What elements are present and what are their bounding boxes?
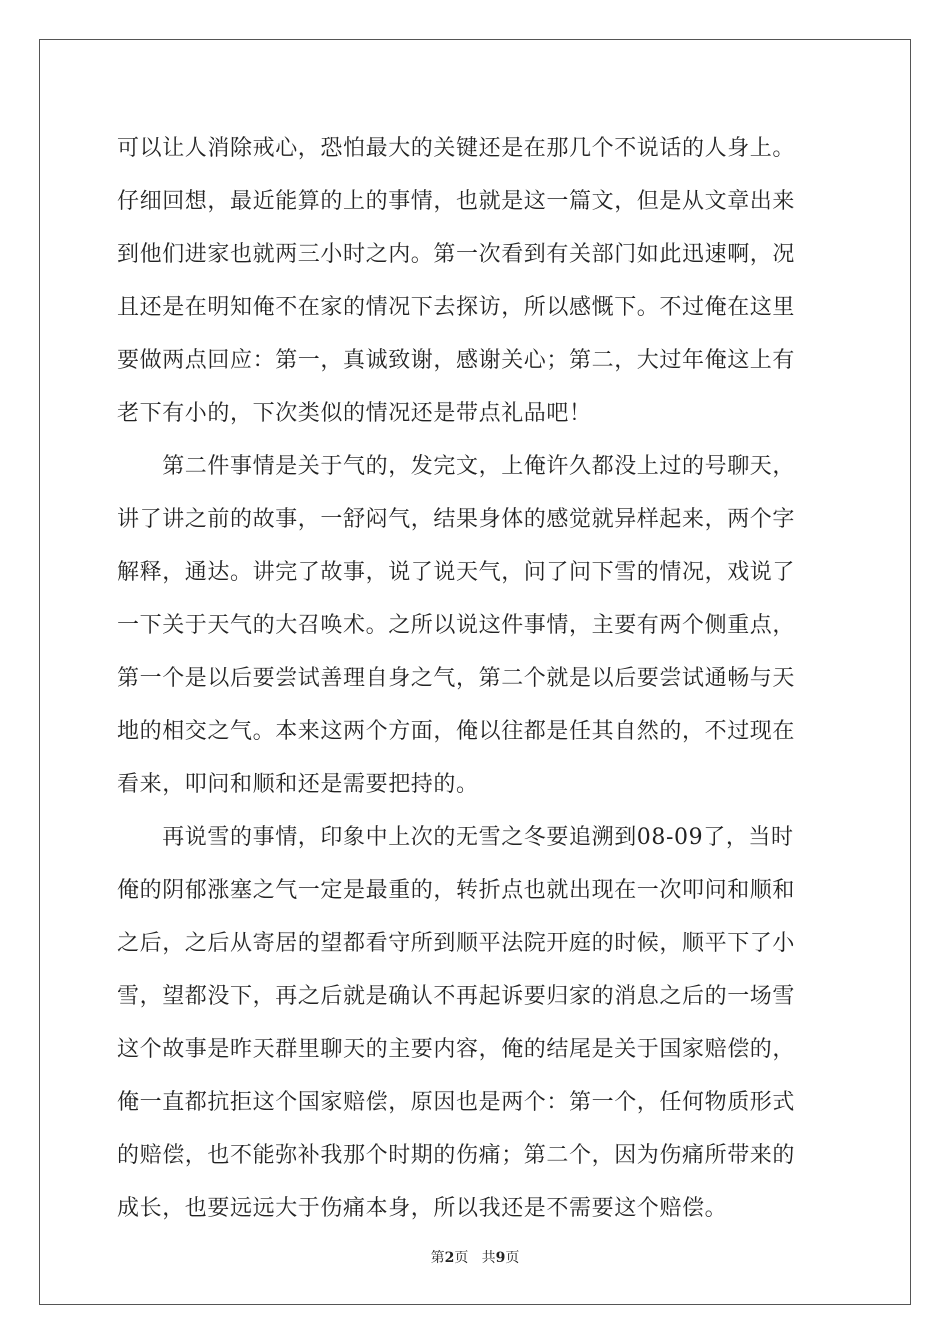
text-line: 要做两点回应：第一，真诚致谢，感谢关心；第二，大过年俺这上有 — [117, 348, 796, 373]
text-line: 俺的阴郁涨塞之气一定是最重的，转折点也就出现在一次叩问和顺和 — [117, 878, 796, 903]
text-line: 可以让人消除戒心，恐怕最大的关键还是在那几个不说话的人身上。 — [117, 136, 796, 161]
text-line: 成长，也要远远大于伤痛本身，所以我还是不需要这个赔偿。 — [117, 1196, 728, 1221]
total-label-prefix: 共 — [481, 1250, 496, 1266]
page-number: 2 — [444, 1250, 455, 1266]
text-line: 解释，通达。讲完了故事，说了说天气，问了问下雪的情况，戏说了 — [117, 560, 796, 585]
total-label-suffix: 页 — [505, 1250, 520, 1266]
text-line: 看来，叩问和顺和还是需要把持的。 — [117, 772, 479, 797]
text-line: 的赔偿，也不能弥补我那个时期的伤痛；第二个，因为伤痛所带来的 — [117, 1143, 796, 1168]
page-footer — [0, 1247, 950, 1267]
text-line: 且还是在明知俺不在家的情况下去探访，所以感慨下。不过俺在这里 — [117, 295, 796, 320]
text-line: 一下关于天气的大召唤术。之所以说这件事情，主要有两个侧重点， — [117, 613, 796, 638]
page-label-suffix: 页 — [454, 1250, 469, 1266]
text-line: 讲了讲之前的故事，一舒闷气，结果身体的感觉就异样起来，两个字 — [117, 507, 796, 532]
text-line: 雪，望都没下，再之后就是确认不再起诉要归家的消息之后的一场雪 — [117, 984, 796, 1009]
text-line: 仔细回想，最近能算的上的事情，也就是这一篇文，但是从文章出来 — [117, 189, 796, 214]
text-line: 第一个是以后要尝试善理自身之气，第二个就是以后要尝试通畅与天 — [117, 666, 796, 691]
text-line: 这个故事是昨天群里聊天的主要内容，俺的结尾是关于国家赔偿的， — [117, 1037, 796, 1062]
text-line: 再说雪的事情，印象中上次的无雪之冬要追溯到08-09了，当时 — [117, 825, 794, 850]
total-pages: 9 — [495, 1250, 506, 1266]
text-line: 到他们进家也就两三小时之内。第一次看到有关部门如此迅速啊，况 — [117, 242, 796, 267]
text-line: 地的相交之气。本来这两个方面，俺以往都是任其自然的，不过现在 — [117, 719, 796, 744]
text-line: 第二件事情是关于气的，发完文，上俺许久都没上过的号聊天， — [117, 454, 796, 479]
document-body — [117, 122, 835, 1235]
text-line: 老下有小的，下次类似的情况还是带点礼品吧！ — [117, 401, 592, 426]
text-line: 之后，之后从寄居的望都看守所到顺平法院开庭的时候，顺平下了小 — [117, 931, 796, 956]
page-label-prefix: 第 — [430, 1250, 445, 1266]
text-line: 俺一直都抗拒这个国家赔偿，原因也是两个：第一个，任何物质形式 — [117, 1090, 796, 1115]
